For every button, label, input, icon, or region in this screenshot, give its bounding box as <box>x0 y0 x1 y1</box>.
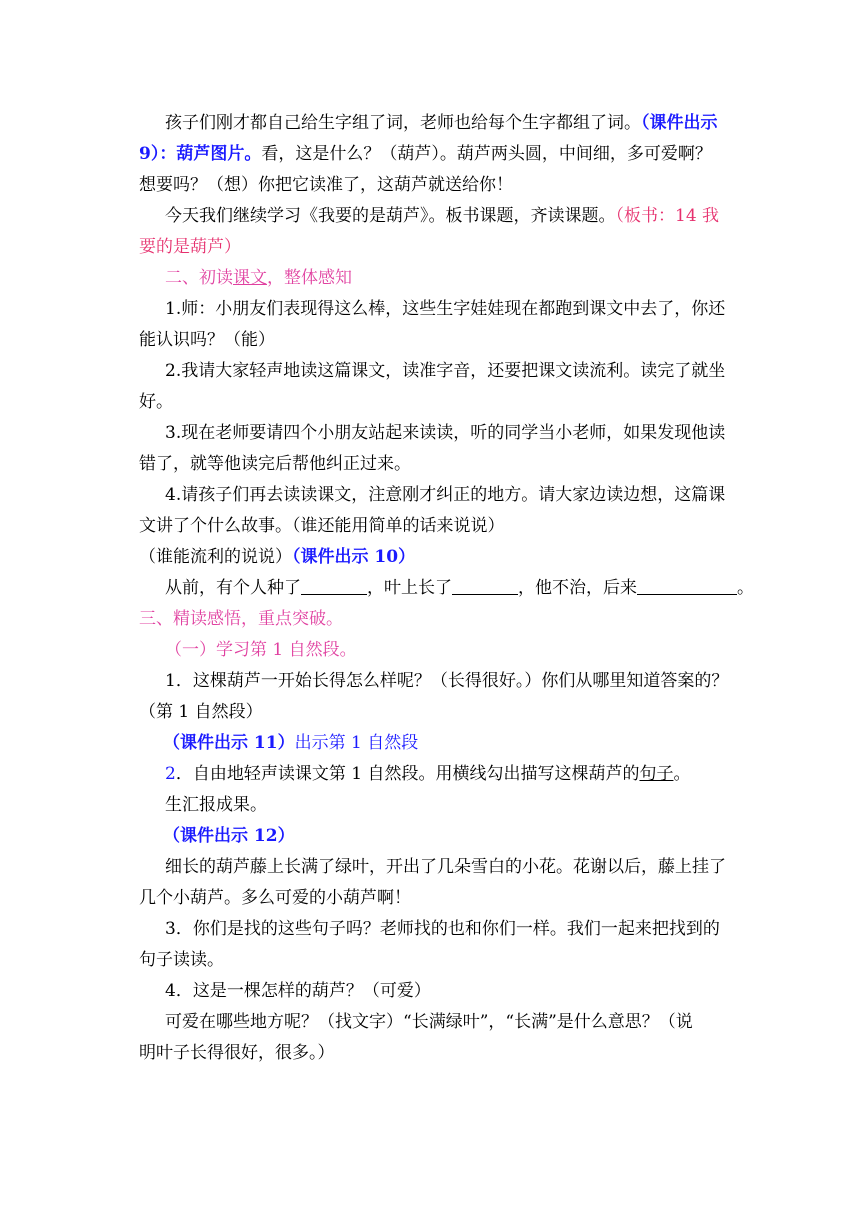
text-run: 孩子们刚才都自己给生字组了词，老师也给每个生字都组了词。 <box>165 113 641 133</box>
paragraph-line: 2.我请大家轻声地读这篇课文，读准字音，还要把课文读流利。读完了就坐 <box>165 361 726 381</box>
courseware-note: （课件出示 <box>641 113 718 133</box>
text-run: ，他不治，后来 <box>518 578 637 598</box>
paragraph-line: 可爱在哪些地方呢？（找文字）“长满绿叶”，“长满”是什么意思？（说 <box>165 1012 693 1032</box>
courseware-note: （课件出示 12） <box>163 826 295 846</box>
paragraph-line: 能认识吗？（能） <box>139 330 275 350</box>
paragraph-line: 3．你们是找的这些句子吗？老师找的也和你们一样。我们一起来把找到的 <box>165 919 720 939</box>
paragraph-line: 明叶子长得很好，很多。） <box>139 1043 335 1063</box>
paragraph-line: 几个小葫芦。多么可爱的小葫芦啊！ <box>139 888 411 908</box>
courseware-note: 9）：葫芦图片。 <box>139 144 262 164</box>
paragraph-line: 好。 <box>139 392 173 412</box>
paragraph-line: 错了，就等他读完后帮他纠正过来。 <box>139 454 411 474</box>
paragraph-line: 1.师：小朋友们表现得这么棒，这些生字娃娃现在都跑到课文中去了，你还 <box>165 299 726 319</box>
paragraph-line: 4.请孩子们再去读读课文，注意刚才纠正的地方。请大家边读边想，这篇课 <box>165 485 726 505</box>
blackboard-note: （板书：14 我 <box>615 206 720 226</box>
paragraph-line: （第 1 自然段） <box>139 702 263 722</box>
document-body <box>139 108 754 1069</box>
paragraph-line: 生汇报成果。 <box>165 795 267 815</box>
paragraph-line: 句子读读。 <box>139 950 224 970</box>
text-run: 从前，有个人种了 <box>165 578 301 598</box>
text-run: 今天我们继续学习《我要的是葫芦》。板书课题，齐读课题。 <box>165 206 616 226</box>
paragraph-line <box>139 542 735 573</box>
paragraph-line: 细长的葫芦藤上长满了绿叶，开出了几朵雪白的小花。花谢以后，藤上挂了 <box>165 857 726 877</box>
text-run: ．自由地轻声读课文第 1 自然段。用横线勾出描写这棵葫芦的 <box>175 764 640 784</box>
text-run: 出示第 1 自然段 <box>294 733 419 753</box>
text-run: 看，这是什么？（葫芦）。葫芦两头圆，中间细，多可爱啊？ <box>261 144 712 164</box>
text-run: （谁能流利的说说） <box>139 547 292 567</box>
text-run: ，叶上长了 <box>367 578 452 598</box>
paragraph-line <box>139 139 735 170</box>
section-heading <box>139 263 735 294</box>
underlined-word: 句子 <box>639 764 674 784</box>
courseware-note: （课件出示 11） <box>163 733 295 753</box>
text-run: 。 <box>737 578 754 598</box>
answer-blank <box>301 577 367 595</box>
paragraph-line: 想要吗？（想）你把它读准了，这葫芦就送给你！ <box>139 175 513 195</box>
paragraph-line <box>139 201 735 232</box>
courseware-note: （课件出示 10） <box>292 547 416 567</box>
blackboard-note: 要的是葫芦） <box>139 237 241 257</box>
section-heading: 三、精读感悟，重点突破。 <box>139 609 343 629</box>
paragraph-line: 4．这是一棵怎样的葫芦？（可爱） <box>165 981 431 1001</box>
paragraph-line: 文讲了个什么故事。（谁还能用简单的话来说说） <box>139 516 505 536</box>
answer-blank <box>637 577 737 595</box>
paragraph-line: 3.现在老师要请四个小朋友站起来读读，听的同学当小老师，如果发现他读 <box>165 423 726 443</box>
heading-text: 二、初读 <box>165 268 233 288</box>
heading-text: ，整体感知 <box>267 268 352 288</box>
answer-blank <box>452 577 518 595</box>
text-run: 。 <box>673 764 691 784</box>
courseware-line <box>139 728 735 759</box>
subsection-heading: （一）学习第 1 自然段。 <box>165 640 357 660</box>
underlined-word: 课文 <box>233 268 267 288</box>
fill-in-blank-sentence <box>139 573 754 604</box>
paragraph-line <box>139 108 735 139</box>
paragraph-line: 1．这棵葫芦一开始长得怎么样呢？（长得很好。）你们从哪里知道答案的？ <box>165 671 729 691</box>
paragraph-line <box>139 759 735 790</box>
step-number: 2 <box>165 764 176 784</box>
